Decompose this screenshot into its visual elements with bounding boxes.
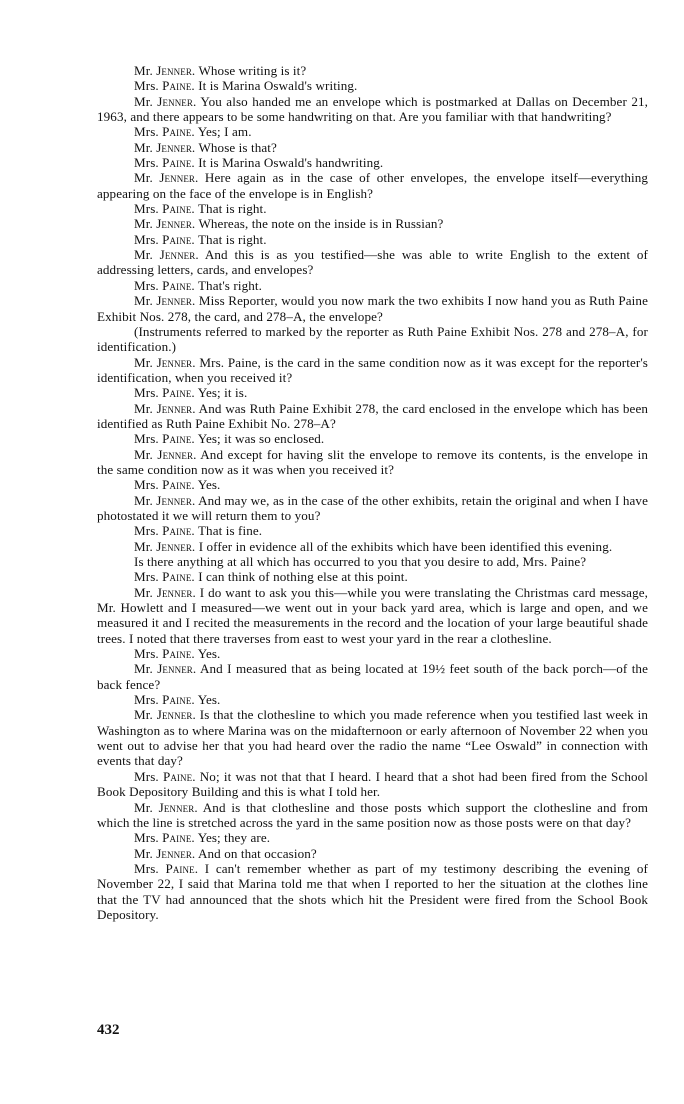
paragraph-text: You also handed me an envelope which is postmarked at Dallas on December 21, 1963, and there appears to be some handwriting on that. Are you familiar with that handwriting? xyxy=(97,93,649,125)
speaker-title: Mrs. xyxy=(134,477,159,493)
speaker-title: Mrs. xyxy=(134,201,159,217)
speaker-label xyxy=(134,124,195,139)
speaker-title: Mr. xyxy=(134,400,153,416)
speaker-name: Jenner. xyxy=(156,400,196,416)
speaker-title: Mrs. xyxy=(134,385,159,401)
speaker-label xyxy=(134,216,195,231)
speaker-title: Mr. xyxy=(134,63,153,78)
speaker-name: Jenner. xyxy=(158,799,198,815)
speaker-name: Jenner. xyxy=(156,538,196,554)
speaker-label xyxy=(134,94,196,109)
paragraph-text: Mrs. Paine, is the card in the same condition now as it was except for the reporter's identification, when you received it? xyxy=(97,354,648,385)
testimony-paragraph xyxy=(97,155,648,170)
testimony-paragraph xyxy=(97,447,648,478)
testimony-paragraph xyxy=(97,846,648,861)
paragraph-text: And this is as you testified—she was able to write English to the extent of addressing letters, cards, and envelopes? xyxy=(97,247,649,278)
speaker-title: Mrs. xyxy=(134,277,159,293)
transcript-body xyxy=(97,63,648,922)
paragraph-text: Yes; it is. xyxy=(197,385,248,401)
speaker-label xyxy=(134,78,195,93)
paragraph-text: Here again as in the case of other envelopes, the envelope itself—everything appearing on the face of the envelope is in English? xyxy=(97,170,649,201)
testimony-paragraph xyxy=(97,707,648,768)
speaker-label xyxy=(134,247,199,262)
speaker-title: Mrs. xyxy=(134,231,159,247)
paragraph-text: And except for having slit the envelope to remove its contents, is the envelope in the same condition now as it was when you received it? xyxy=(97,446,648,477)
testimony-paragraph xyxy=(97,201,648,216)
speaker-name: Jenner. xyxy=(156,707,196,723)
speaker-name: Jenner. xyxy=(156,845,196,861)
speaker-label xyxy=(134,846,195,861)
speaker-label xyxy=(134,155,195,170)
testimony-paragraph xyxy=(97,661,648,692)
speaker-title: Mrs. xyxy=(134,155,159,171)
speaker-name: Paine. xyxy=(162,692,195,708)
paragraph-text: Yes; I am. xyxy=(197,124,252,140)
paragraph-text: That is right. xyxy=(197,201,267,217)
speaker-title: Mrs. xyxy=(134,860,159,876)
speaker-label xyxy=(134,170,198,185)
speaker-name: Paine. xyxy=(162,646,195,662)
speaker-name: Paine. xyxy=(162,201,195,217)
speaker-label xyxy=(134,661,196,676)
speaker-label xyxy=(134,477,195,492)
testimony-paragraph xyxy=(97,431,648,446)
speaker-name: Paine. xyxy=(165,860,199,876)
speaker-label xyxy=(134,355,196,370)
testimony-paragraph xyxy=(97,493,648,524)
testimony-paragraph xyxy=(97,539,648,554)
speaker-name: Jenner. xyxy=(156,63,196,78)
testimony-paragraph xyxy=(97,170,648,201)
speaker-title: Mr. xyxy=(134,139,153,155)
testimony-paragraph xyxy=(97,385,648,400)
speaker-title: Mr. xyxy=(134,492,153,508)
paragraph-text: Whose writing is it? xyxy=(198,63,307,78)
speaker-title: Mrs. xyxy=(134,431,159,447)
paragraph-text: That's right. xyxy=(197,277,262,293)
speaker-label xyxy=(134,769,196,784)
testimony-paragraph xyxy=(97,355,648,386)
speaker-label xyxy=(134,431,195,446)
speaker-name: Paine. xyxy=(162,569,195,585)
paragraph-text: And I measured that as being located at 19½ feet south of the back porch—of the back fence? xyxy=(97,661,648,692)
speaker-name: Paine. xyxy=(162,277,195,293)
speaker-name: Paine. xyxy=(162,385,195,401)
speaker-title: Mrs. xyxy=(134,646,159,662)
testimony-paragraph xyxy=(97,646,648,661)
speaker-name: Paine. xyxy=(162,830,195,846)
speaker-name: Paine. xyxy=(162,231,195,247)
speaker-title: Mrs. xyxy=(134,692,159,708)
speaker-name: Jenner. xyxy=(159,247,199,263)
speaker-label xyxy=(134,140,195,155)
paragraph-text: Whose is that? xyxy=(198,139,277,155)
paragraph-text: Yes. xyxy=(197,646,221,662)
speaker-label xyxy=(134,861,198,876)
paragraph-text: And on that occasion? xyxy=(197,845,317,861)
testimony-paragraph xyxy=(97,293,648,324)
speaker-title: Mr. xyxy=(134,661,153,677)
speaker-name: Jenner. xyxy=(157,446,197,462)
paragraph-text: No; it was not that that I heard. I heard that a shot had been fired from the School Book Depository Building and this is what I told her. xyxy=(97,768,648,800)
paragraph-text: And may we, as in the case of the other exhibits, retain the original and when I have photostated it we will return them to you? xyxy=(97,492,648,523)
paragraph-text: It is Marina Oswald's handwriting. xyxy=(198,155,384,171)
speaker-label xyxy=(134,493,195,508)
speaker-label xyxy=(134,385,195,400)
speaker-title: Mrs. xyxy=(134,124,159,140)
speaker-name: Jenner. xyxy=(156,584,196,600)
speaker-label xyxy=(134,646,195,661)
speaker-title: Mr. xyxy=(134,93,153,109)
speaker-label xyxy=(134,232,195,247)
speaker-name: Jenner. xyxy=(157,661,197,677)
testimony-paragraph xyxy=(97,585,648,646)
speaker-label xyxy=(134,569,195,584)
speaker-label xyxy=(134,278,195,293)
paragraph-text: I can't remember whether as part of my testimony describing the evening of November 22, I said that Marina told me that when I reported to her the situation at the clothes line that the TV had announced that the shots which hit the President were fired from the School Book Depository. xyxy=(97,860,648,922)
paragraph-text: That is fine. xyxy=(197,523,263,539)
testimony-paragraph xyxy=(97,800,648,831)
testimony-paragraph xyxy=(97,278,648,293)
testimony-paragraph xyxy=(97,401,648,432)
testimony-paragraph xyxy=(97,523,648,538)
speaker-label xyxy=(134,401,196,416)
speaker-title: Mrs. xyxy=(134,523,159,539)
page-number: 432 xyxy=(97,1022,120,1038)
testimony-paragraph xyxy=(97,477,648,492)
speaker-title: Mr. xyxy=(134,170,153,186)
paragraph-text: And was Ruth Paine Exhibit 278, the card enclosed in the envelope which has been identified as Ruth Paine Exhibit No. 278–A? xyxy=(97,400,648,431)
paragraph-text: I can think of nothing else at this point. xyxy=(198,569,408,585)
testimony-paragraph xyxy=(97,247,648,278)
speaker-name: Paine. xyxy=(162,477,195,493)
speaker-label xyxy=(134,201,195,216)
paragraph-text: And is that clothesline and those posts which support the clothesline and from which the line is stretched across the yard in the same position now as those posts were on that day? xyxy=(97,799,648,830)
speaker-title: Mr. xyxy=(134,446,153,462)
speaker-label xyxy=(134,63,195,78)
speaker-name: Jenner. xyxy=(159,170,199,186)
paragraph-text: Is there anything at all which has occurred to you that you desire to add, Mrs. Paine? xyxy=(134,554,587,569)
speaker-label xyxy=(134,447,196,462)
speaker-title: Mrs. xyxy=(134,830,159,846)
speaker-name: Paine. xyxy=(162,768,196,784)
speaker-title: Mr. xyxy=(134,584,153,600)
speaker-label xyxy=(134,293,195,308)
speaker-title: Mr. xyxy=(134,707,153,723)
testimony-paragraph xyxy=(97,830,648,845)
speaker-name: Jenner. xyxy=(156,216,196,232)
speaker-name: Jenner. xyxy=(156,354,196,370)
speaker-label xyxy=(134,692,195,707)
testimony-paragraph xyxy=(97,63,648,78)
speaker-label xyxy=(134,539,195,554)
speaker-name: Paine. xyxy=(162,431,195,447)
speaker-name: Paine. xyxy=(162,78,195,94)
speaker-name: Paine. xyxy=(162,124,195,140)
speaker-title: Mr. xyxy=(134,247,153,263)
testimony-paragraph xyxy=(97,216,648,231)
speaker-label xyxy=(134,707,196,722)
paragraph-text: I offer in evidence all of the exhibits which have been identified this evening. xyxy=(198,538,613,554)
speaker-name: Jenner. xyxy=(156,139,196,155)
speaker-label xyxy=(134,523,195,538)
speaker-title: Mr. xyxy=(134,293,153,309)
narrative-paragraph xyxy=(97,554,648,569)
testimony-paragraph xyxy=(97,140,648,155)
narrative-paragraph xyxy=(97,324,648,355)
paragraph-text: Yes. xyxy=(197,477,221,493)
speaker-name: Jenner. xyxy=(157,93,197,109)
speaker-name: Paine. xyxy=(162,155,195,171)
paragraph-text: Miss Reporter, would you now mark the two exhibits I now hand you as Ruth Paine Exhibit Nos. 278, the card, and 278–A, the envelope? xyxy=(97,293,648,324)
paragraph-text: (Instruments referred to marked by the reporter as Ruth Paine Exhibit Nos. 278 and 278–A, for identification.) xyxy=(97,323,648,355)
speaker-label xyxy=(134,800,198,815)
speaker-title: Mr. xyxy=(134,845,153,861)
testimony-paragraph xyxy=(97,569,648,584)
paragraph-text: Whereas, the note on the inside is in Russian? xyxy=(198,216,444,232)
testimony-paragraph xyxy=(97,78,648,93)
speaker-title: Mrs. xyxy=(134,569,159,585)
speaker-title: Mrs. xyxy=(134,768,159,784)
speaker-name: Paine. xyxy=(162,523,195,539)
testimony-paragraph xyxy=(97,769,648,800)
testimony-paragraph xyxy=(97,94,648,125)
speaker-label xyxy=(134,585,196,600)
speaker-title: Mr. xyxy=(134,354,153,370)
speaker-name: Jenner. xyxy=(156,492,196,508)
speaker-title: Mr. xyxy=(134,799,153,815)
testimony-paragraph xyxy=(97,861,648,922)
paragraph-text: That is right. xyxy=(197,231,267,247)
paragraph-text: Is that the clothesline to which you made reference when you testified last week in Washington as to where Marina was on the midafternoon or early afternoon of November 22 when you went out to advise her that you had heard over the radio the name “Lee Oswald” in connection with events that day? xyxy=(97,707,649,769)
paragraph-text: I do want to ask you this—while you were translating the Christmas card message, Mr. Howlett and I measured—we went out in your back yard area, which is large and open, and we measured it and I recited the measurements in the record and the location of your large beautiful shade trees. I noted that there traverses from east to west your yard in the rear a clothesline. xyxy=(97,584,649,646)
speaker-label xyxy=(134,830,195,845)
speaker-title: Mr. xyxy=(134,538,153,554)
testimony-paragraph xyxy=(97,692,648,707)
speaker-title: Mrs. xyxy=(134,78,159,94)
paragraph-text: Yes; they are. xyxy=(197,830,271,846)
testimony-paragraph xyxy=(97,124,648,139)
paragraph-text: It is Marina Oswald's writing. xyxy=(198,78,358,94)
speaker-title: Mr. xyxy=(134,216,153,232)
paragraph-text: Yes; it was so enclosed. xyxy=(197,431,325,447)
paragraph-text: Yes. xyxy=(197,692,221,708)
testimony-paragraph xyxy=(97,232,648,247)
speaker-name: Jenner. xyxy=(156,293,196,309)
